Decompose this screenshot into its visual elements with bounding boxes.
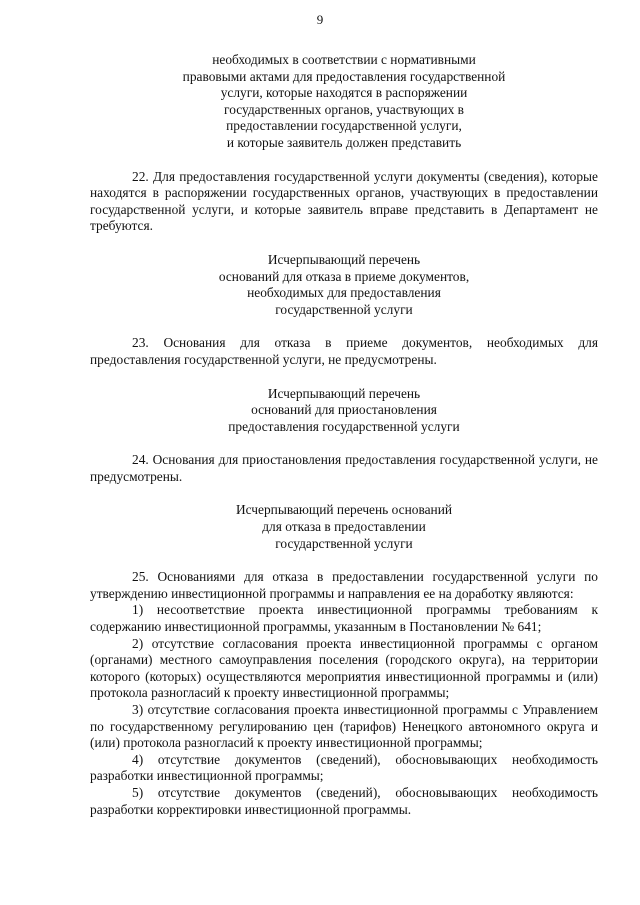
section-heading-required-documents xyxy=(90,52,598,152)
heading-line: необходимых для предоставления xyxy=(247,285,441,301)
heading-line: для отказа в предоставлении xyxy=(262,519,426,535)
list-item-5: 5) отсутствие документов (сведений), обосновывающих необходимость разработки корректировки инвестиционной программы. xyxy=(90,784,598,817)
heading-line: услуги, которые находятся в распоряжении xyxy=(220,85,468,101)
paragraph-25: 25. Основаниями для отказа в предоставлении государственной услуги по утверждению инвестиционной программы и направления ее на доработку являются: xyxy=(90,569,598,601)
document-body xyxy=(90,52,598,818)
heading-line: необходимых в соответствии с нормативными xyxy=(212,52,476,67)
paragraph-24: 24. Основания для приостановления предоставления государственной услуги, не предусмотрены. xyxy=(90,452,598,484)
list-item-3: 3) отсутствие согласования проекта инвестиционной программы с Управлением по государственному регулированию цен (тарифов) Ненецкого автономного округа и (или) протокола разногласий к проекту инвестиционной программы; xyxy=(90,702,598,751)
heading-line: государственной услуги xyxy=(275,535,413,551)
list-item-1: 1) несоответствие проекта инвестиционной программы требованиям к содержанию инвестиционной программы, указанным в Постановлении № 641; xyxy=(90,602,598,635)
list-item-2: 2) отсутствие согласования проекта инвестиционной программы с органом (органами) местного самоуправления поселения (городского округа), на территории которого (которых) осуществляются мероприятия инвестиционной программы и (или) протокола разногласий к проекту инвестиционной программы; xyxy=(90,635,598,701)
heading-line: оснований для отказа в приеме документов, xyxy=(218,268,470,284)
section-heading-suspension xyxy=(90,386,598,436)
heading-line: оснований для приостановления xyxy=(251,402,437,418)
heading-line: государственной услуги xyxy=(275,301,413,317)
heading-line: Исчерпывающий перечень оснований xyxy=(235,502,453,518)
list-item-4: 4) отсутствие документов (сведений), обосновывающих необходимость разработки инвестиционной программы; xyxy=(90,751,598,784)
heading-line: и которые заявитель должен представить xyxy=(226,134,462,150)
heading-line: Исчерпывающий перечень xyxy=(267,251,421,267)
paragraph-23: 23. Основания для отказа в приеме документов, необходимых для предоставления государственной услуги, не предусмотрены. xyxy=(90,335,598,367)
section-heading-refusal-provision xyxy=(90,502,598,552)
heading-line: предоставлении государственной услуги, xyxy=(226,118,462,134)
heading-line: правовыми актами для предоставления государственной xyxy=(182,68,506,84)
heading-line: предоставления государственной услуги xyxy=(228,418,460,434)
section-heading-refusal-acceptance xyxy=(90,252,598,318)
heading-line: Исчерпывающий перечень xyxy=(267,385,421,401)
heading-line: государственных органов, участвующих в xyxy=(224,101,464,117)
paragraph-22: 22. Для предоставления государственной услуги документы (сведения), которые находятся в распоряжении государственных органов, участвующих в предоставлении государственной услуги, и которые заявитель вправе представить в Департамент не требуются. xyxy=(90,168,598,234)
page-number: 9 xyxy=(316,12,324,27)
